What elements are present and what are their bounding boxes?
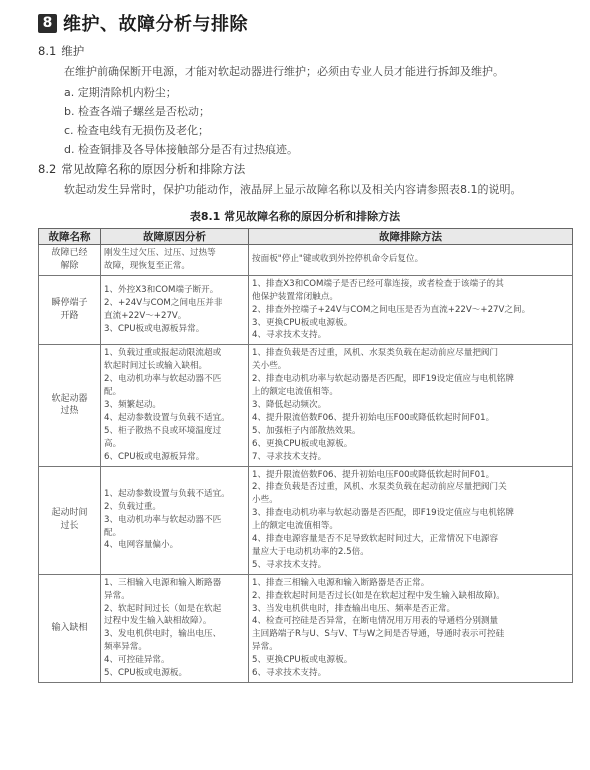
subsection-number: 8.1 (38, 44, 57, 58)
fault-name-cell (39, 275, 101, 345)
subsection-number: 8.2 (38, 162, 57, 176)
fault-name-cell (39, 466, 101, 574)
cause-cell (101, 245, 249, 276)
cause-line: 1、外控X3和COM端子断开。 (104, 285, 219, 296)
fix-line: 5、加强柜子内部散热效果。 (252, 425, 361, 436)
header-cause-analysis: 故障原因分析 (101, 229, 249, 245)
cause-line: 2、负载过重。 (104, 501, 162, 512)
fix-line: 2、排查外控端子+24V与COM之间电压是否为直流+22V～+27V之间。 (252, 304, 531, 315)
cause-line: 4、电网容量偏小。 (104, 540, 179, 551)
cause-line: 配。 (104, 387, 122, 398)
fault-name-line: 过热 (60, 406, 79, 417)
subsection-title: 维护 (61, 44, 85, 58)
cause-line: 软起时间过长或输入缺相。 (104, 361, 208, 372)
cause-line: 4、起动参数设置与负载不适宜。 (104, 412, 230, 423)
fix-line: 6、更换CPU板或电源板。 (252, 438, 353, 449)
fix-line: 主回路端子R与U、S与V、T与W之间是否导通，导通时表示可控硅 (252, 629, 505, 640)
fix-line: 小些。 (252, 495, 278, 506)
fix-line: 异常。 (252, 642, 278, 653)
table-row (39, 574, 573, 682)
cause-line: 2、+24V与COM之间电压并非 (104, 298, 223, 309)
fault-name-cell (39, 345, 101, 466)
cause-cell (101, 466, 249, 574)
fault-name-line: 瞬停端子 (51, 298, 88, 309)
cause-line: 异常。 (104, 590, 130, 601)
cause-line: 3、CPU板或电源板异常。 (104, 323, 205, 334)
cause-line: 刚发生过欠压、过压、过热等 (104, 248, 216, 258)
fix-line: 上的额定电流值相等。 (252, 521, 338, 532)
fix-line: 5、寻求技术支持。 (252, 559, 327, 570)
fix-line: 3、降低起动频次。 (252, 399, 327, 410)
subsection-8-2-heading (38, 161, 245, 177)
maintenance-item: b. 检查各端子螺丝是否松动； (64, 105, 210, 118)
cause-line: 2、软起时间过长（如是在软起 (104, 603, 222, 614)
fault-name-line: 故障已经 (51, 248, 88, 258)
fix-line: 关小些。 (252, 361, 287, 372)
fix-cell (249, 466, 573, 574)
fix-line: 按面板"停止"键或收到外控停机命令后复位。 (252, 254, 424, 265)
fix-line: 2、排查软起时间是否过长(如是在软起过程中发生输入缺相故障)。 (252, 590, 505, 601)
fault-name-line: 过长 (60, 521, 79, 532)
cause-line: 1、负载过重或报起动限流超或 (104, 348, 222, 359)
fault-name-line: 开路 (60, 311, 79, 322)
fix-line: 4、提升限流倍数F06、提升初始电压F00或降低软起时间F01。 (252, 412, 495, 423)
table-row (39, 466, 573, 574)
fix-line: 6、寻求技术支持。 (252, 668, 327, 679)
cause-line: 1、起动参数设置与负载不适宜。 (104, 488, 230, 499)
header-fix-method: 故障排除方法 (249, 229, 573, 245)
section-number-badge: 8 (38, 14, 57, 33)
fix-line: 1、提升限流倍数F06、提升初始电压F00或降低软起时间F01。 (252, 469, 495, 480)
fix-line: 量应大于电动机功率的2.5倍。 (252, 546, 369, 557)
fault-name-cell (39, 574, 101, 682)
fault-name-line: 起动时间 (51, 508, 88, 519)
fix-line: 4、寻求技术支持。 (252, 330, 327, 341)
fix-cell (249, 574, 573, 682)
fault-name-line: 解除 (60, 260, 79, 271)
cause-line: 5、柜子散热不良或环境温度过 (104, 425, 222, 436)
maintenance-intro: 在维护前确保断开电源，才能对软起动器进行维护；必须由专业人员才能进行拆卸及维护。 (64, 65, 504, 78)
table-row (39, 245, 573, 276)
fix-line: 他保护装置常闭触点。 (252, 291, 338, 302)
cause-cell (101, 345, 249, 466)
fix-line: 4、检查可控硅是否异常，在断电情况用万用表的导通档分别测量 (252, 616, 499, 627)
fault-intro: 软起动发生异常时，保护功能动作，液晶屏上显示故障名称以及相关内容请参照表8.1的说明。 (64, 183, 522, 196)
fix-line: 4、排查电源容量是否不足导致软起时间过大，正常情况下电源容 (252, 534, 499, 545)
table-header-row (39, 229, 573, 245)
fix-line: 3、排查电动机功率与软起动器是否匹配，即F19设定值应与电机铭牌 (252, 508, 514, 519)
fix-line: 1、排查负载是否过重，风机、水泵类负载在起动前应尽量把阀门 (252, 348, 499, 359)
subsection-title: 常见故障名称的原因分析和排除方法 (61, 162, 246, 176)
maintenance-item: d. 检查铜排及各导体接触部分是否有过热痕迹。 (64, 143, 298, 156)
fix-cell (249, 345, 573, 466)
fix-line: 2、排查负载是否过重，风机、水泵类负载在起动前应尽量把阀门关 (252, 482, 507, 493)
fault-name-cell (39, 245, 101, 276)
cause-line: 故障，现恢复至正常。 (104, 260, 190, 271)
subsection-8-1-heading (38, 43, 84, 59)
fault-name-line: 输入缺相 (51, 622, 88, 633)
cause-line: 3、电动机功率与软起动器不匹 (104, 514, 222, 525)
cause-line: 直流+22V～+27V。 (104, 311, 187, 322)
cause-line: 3、频繁起动。 (104, 399, 162, 410)
fix-line: 2、排查电动机功率与软起动器是否匹配，即F19设定值应与电机铭牌 (252, 374, 514, 385)
table-row (39, 275, 573, 345)
fault-name-line: 软起动器 (51, 393, 88, 404)
cause-line: 4、可控硅异常。 (104, 655, 170, 666)
table-caption: 表8.1 常见故障名称的原因分析和排除方法 (189, 210, 401, 223)
fix-line: 3、当发电机供电时，排查输出电压、频率是否正常。 (252, 603, 456, 614)
fix-line: 1、排查三相输入电源和输入断路器是否正常。 (252, 577, 430, 588)
fix-cell (249, 275, 573, 345)
maintenance-item: a. 定期清除机内粉尘； (64, 86, 177, 99)
cause-cell (101, 275, 249, 345)
cause-line: 过程中发生输入缺相故障）。 (104, 616, 212, 627)
table-row (39, 345, 573, 466)
fix-line: 上的额定电流值相等。 (252, 387, 338, 398)
cause-line: 1、三相输入电源和输入断路器 (104, 577, 222, 588)
cause-line: 2、电动机功率与软起动器不匹 (104, 374, 222, 385)
fix-line: 7、寻求技术支持。 (252, 451, 327, 462)
fault-table (38, 228, 573, 683)
cause-line: 6、CPU板或电源板异常。 (104, 451, 205, 462)
fix-cell (249, 245, 573, 276)
cause-line: 频率异常。 (104, 642, 147, 653)
cause-line: 3、发电机供电时，输出电压、 (104, 629, 222, 640)
cause-line: 高。 (104, 438, 122, 449)
fix-line: 3、更换CPU板或电源板。 (252, 317, 353, 328)
section-heading (38, 11, 248, 35)
cause-line: 5、CPU板或电源板。 (104, 668, 188, 679)
fix-line: 5、更换CPU板或电源板。 (252, 655, 353, 666)
maintenance-item: c. 检查电线有无损伤及老化； (64, 124, 210, 137)
cause-cell (101, 574, 249, 682)
header-fault-name: 故障名称 (39, 229, 101, 245)
section-title: 维护、故障分析与排除 (63, 14, 248, 35)
cause-line: 配。 (104, 527, 122, 538)
fix-line: 1、排查X3和COM端子是否已经可靠连接，或者检查于该端子的其 (252, 278, 504, 289)
